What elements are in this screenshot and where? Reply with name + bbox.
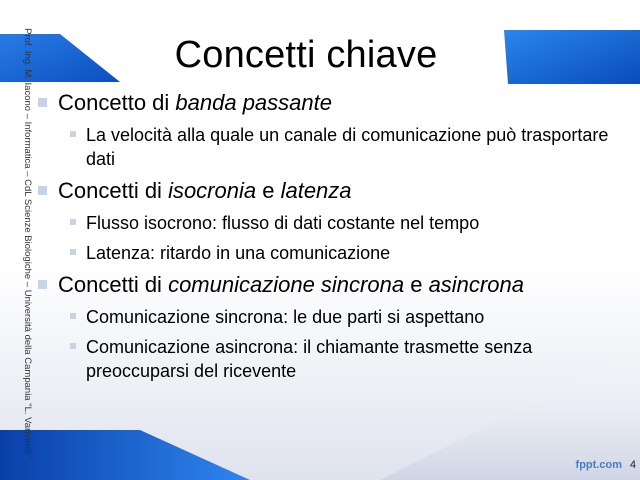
- bullet-text: Concetti di: [58, 272, 169, 297]
- bullet-level2: [86, 123, 616, 171]
- page-number: 4: [629, 459, 636, 471]
- bullet-conjunction: e: [404, 272, 429, 297]
- square-bullet-icon: [70, 313, 76, 319]
- bullet-level1: [36, 271, 616, 299]
- bullet-level2: [86, 211, 616, 235]
- bullet-level1: [36, 177, 616, 205]
- side-credit-text: Prof. Ing. M. Iacono – Informatica – CdL Scienze Biologiche – Università della Campania "L. Vanvitelli": [22, 28, 33, 458]
- square-bullet-icon: [70, 343, 76, 349]
- square-bullet-icon: [38, 186, 47, 195]
- bullet-level1: [36, 89, 616, 117]
- square-bullet-icon: [70, 131, 76, 137]
- bullet-emphasis: asincrona: [428, 272, 524, 297]
- bullet-conjunction: e: [256, 178, 281, 203]
- slide-content: [36, 89, 616, 389]
- bullet-text: Comunicazione asincrona: il chiamante trasmette senza preoccuparsi del ricevente: [86, 337, 533, 381]
- bullet-level2: [86, 305, 616, 329]
- bullet-text: Comunicazione sincrona: le due parti si aspettano: [86, 307, 485, 327]
- square-bullet-icon: [70, 249, 76, 255]
- bottom-left-blue-shape: [0, 400, 250, 480]
- brand-logo-text: fppt.com: [575, 459, 622, 471]
- bullet-text: Latenza: ritardo in una comunicazione: [86, 243, 391, 263]
- bullet-text: Flusso isocrono: flusso di dati costante nel tempo: [86, 213, 480, 233]
- bullet-level2: [86, 241, 616, 265]
- bullet-emphasis: isocronia: [168, 178, 257, 203]
- bullet-emphasis: latenza: [280, 178, 352, 203]
- square-bullet-icon: [70, 219, 76, 225]
- slide-title: Concetti chiave: [174, 34, 438, 76]
- bullet-level2: [86, 335, 616, 383]
- bullet-text: Concetti di: [58, 178, 169, 203]
- square-bullet-icon: [38, 98, 47, 107]
- bullet-emphasis: banda passante: [175, 90, 332, 115]
- bullet-emphasis: comunicazione sincrona: [168, 272, 405, 297]
- bullet-text: Concetto di: [58, 90, 176, 115]
- bullet-text: La velocità alla quale un canale di comunicazione può trasportare dati: [86, 125, 609, 169]
- square-bullet-icon: [38, 280, 47, 289]
